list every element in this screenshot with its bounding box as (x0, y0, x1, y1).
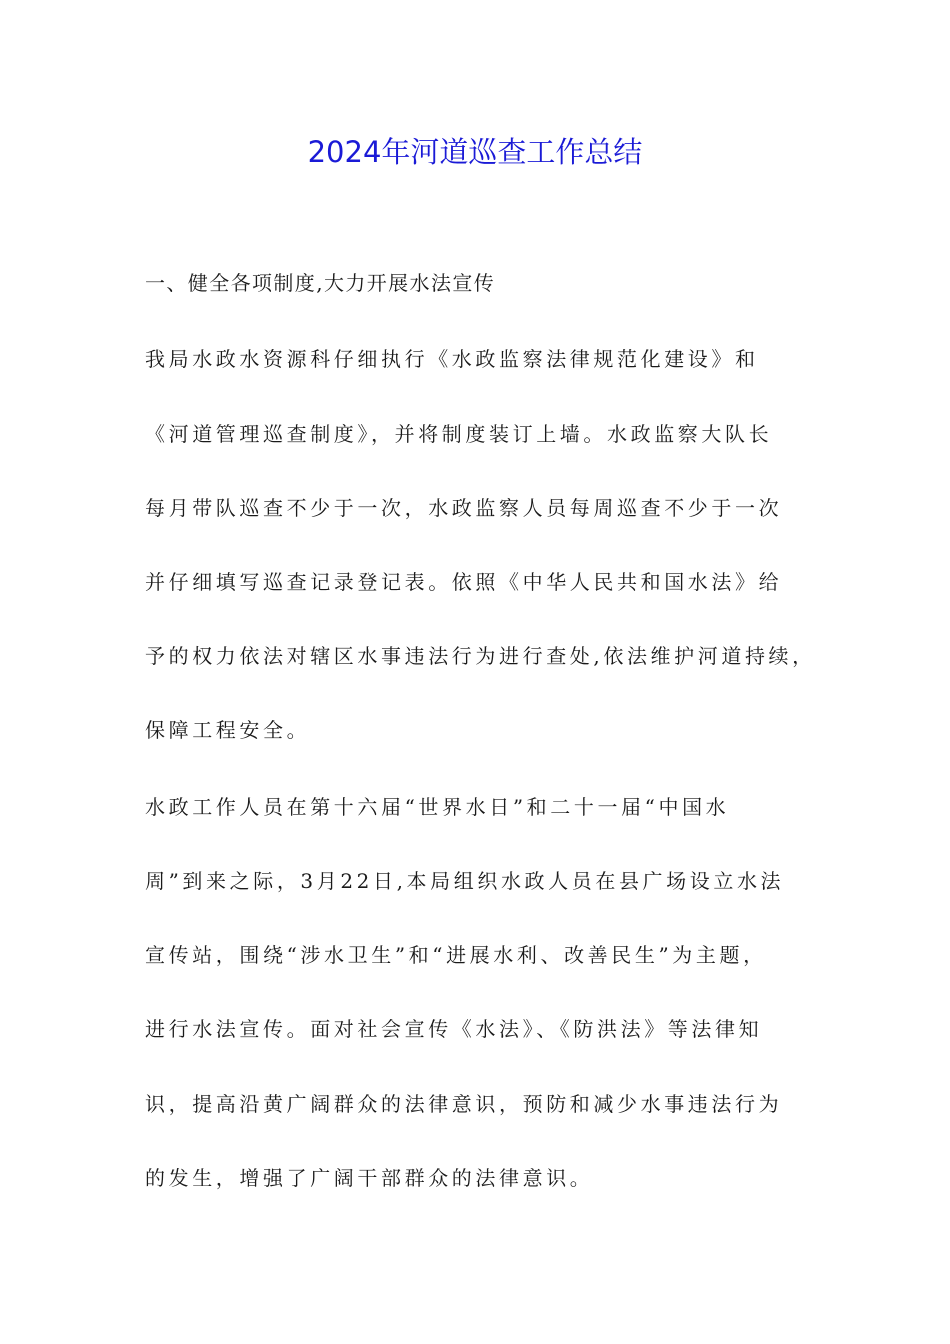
paragraph-2-line-3: 宣传站，围绕“涉水卫生”和“进展水利、改善民生”为主题， (145, 943, 767, 967)
paragraph-2-line-4: 进行水法宣传。面对社会宣传《水法》、《防洪法》等法律知 (145, 1017, 763, 1041)
paragraph-1-line-1: 我局水政水资源科仔细执行《水政监察法律规范化建设》和 (145, 347, 759, 371)
paragraph-2-line-5: 识，提高沿黄广阔群众的法律意识，预防和减少水事违法行为 (145, 1092, 783, 1116)
paragraph-1-line-3: 每月带队巡查不少于一次，水政监察人员每周巡查不少于一次 (145, 496, 783, 520)
paragraph-1-line-6: 保障工程安全。 (145, 718, 311, 742)
paragraph-1-line-5: 予的权力依法对辖区水事违法行为进行查处,依法维护河道持续， (145, 644, 816, 668)
document-title: 2024年河道巡查工作总结 (307, 135, 643, 169)
paragraph-1-line-2: 《河道管理巡查制度》，并将制度装订上墙。水政监察大队长 (145, 422, 773, 446)
paragraph-2-line-1: 水政工作人员在第十六届“世界水日”和二十一届“中国水 (145, 795, 730, 819)
paragraph-1-line-4: 并仔细填写巡查记录登记表。依照《中华人民共和国水法》给 (145, 570, 783, 594)
section-heading: 一、健全各项制度,大力开展水法宣传 (145, 271, 496, 295)
paragraph-2-line-2: 周”到来之际，3月22日,本局组织水政人员在县广场设立水法 (145, 869, 785, 893)
paragraph-2-line-6: 的发生，增强了广阔干部群众的法律意识。 (145, 1166, 594, 1190)
